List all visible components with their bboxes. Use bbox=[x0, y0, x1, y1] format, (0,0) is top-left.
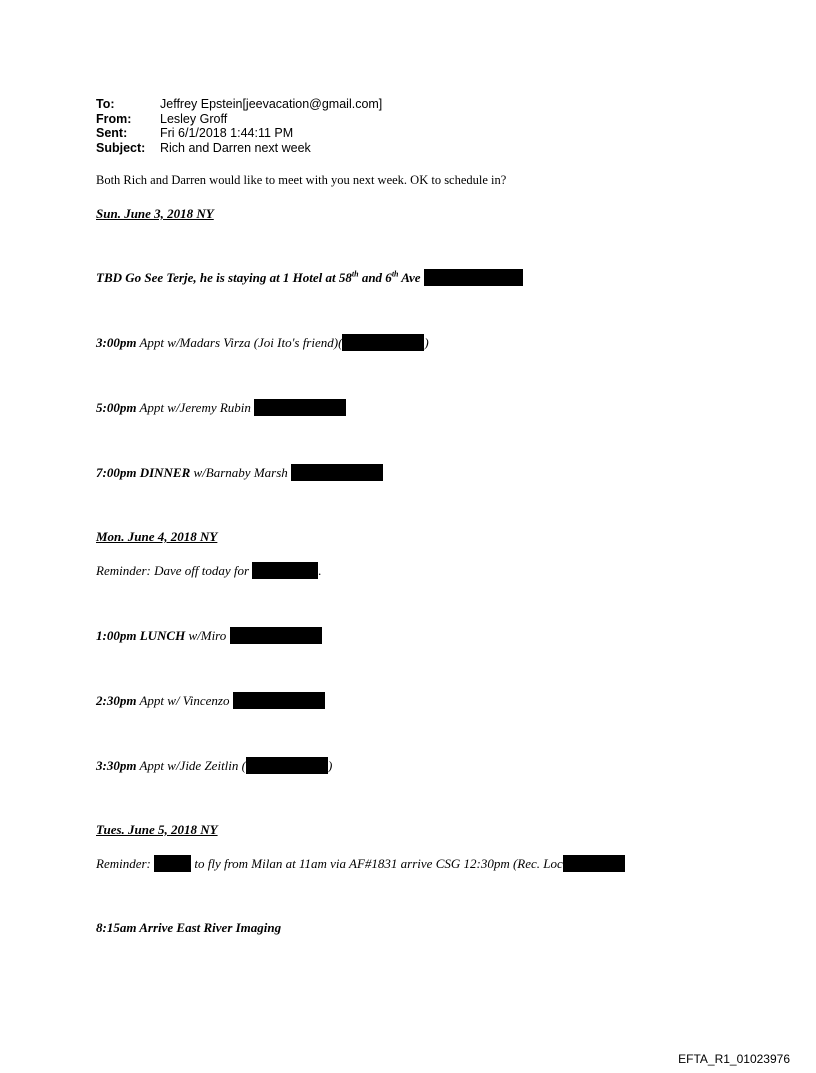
redaction-box bbox=[342, 334, 424, 351]
tue-date-heading bbox=[96, 822, 218, 838]
email-header bbox=[96, 97, 382, 155]
to-label: To: bbox=[96, 97, 115, 111]
redaction-box bbox=[254, 399, 346, 416]
mon-event-1 bbox=[96, 627, 322, 644]
reminder-end: . bbox=[318, 563, 322, 578]
sun-event-2 bbox=[96, 399, 346, 416]
to-row bbox=[96, 97, 382, 112]
redaction-box bbox=[154, 855, 191, 872]
intro-text: Both Rich and Darren would like to meet with you next week. OK to schedule in? bbox=[96, 173, 507, 187]
event-time: 1:00pm LUNCH bbox=[96, 628, 186, 643]
sun-date: Sun. June 3, 2018 NY bbox=[96, 206, 214, 221]
subject-label: Subject: bbox=[96, 140, 146, 155]
tbd-text-b: and 6 bbox=[358, 270, 392, 285]
event-time: 7:00pm DINNER bbox=[96, 465, 191, 480]
redaction-box bbox=[246, 757, 328, 774]
event-text: Appt w/ Vincenzo bbox=[136, 693, 230, 708]
event-text: w/Miro bbox=[185, 628, 227, 643]
redaction-box bbox=[233, 692, 325, 709]
tue-reminder bbox=[96, 855, 625, 872]
mon-event-2 bbox=[96, 692, 325, 709]
sun-event-3 bbox=[96, 464, 383, 481]
reminder-text: Reminder: Dave off today for bbox=[96, 563, 250, 578]
tbd-text-c: Ave bbox=[398, 270, 421, 285]
sun-event-1 bbox=[96, 334, 429, 351]
event-text: Appt w/Jeremy Rubin bbox=[136, 400, 251, 415]
tbd-text-a: TBD Go See Terje, he is staying at 1 Hotel at 58 bbox=[96, 270, 352, 285]
from-row bbox=[96, 112, 382, 127]
sent-value: Fri 6/1/2018 1:44:11 PM bbox=[160, 126, 294, 140]
event-close: ) bbox=[327, 758, 333, 773]
tbd-sup-1: th bbox=[351, 269, 359, 279]
reminder-text-a: Reminder: bbox=[96, 856, 151, 871]
redaction-box bbox=[291, 464, 383, 481]
mon-date: Mon. June 4, 2018 NY bbox=[96, 529, 218, 544]
sun-tbd-line bbox=[96, 269, 523, 286]
redaction-box bbox=[563, 855, 625, 872]
sent-label: Sent: bbox=[96, 126, 128, 140]
sent-row bbox=[96, 126, 382, 141]
document-id: EFTA_R1_01023976 bbox=[678, 1052, 790, 1066]
event-time: 3:30pm bbox=[96, 758, 137, 773]
tbd-sup-2: th bbox=[391, 269, 399, 279]
subject-row bbox=[96, 141, 382, 156]
event-text: w/Barnaby Marsh bbox=[190, 465, 288, 480]
tue-event-1: 8:15am Arrive East River Imaging bbox=[96, 920, 282, 935]
redaction-box bbox=[230, 627, 322, 644]
event-text: Appt w/Jide Zeitlin ( bbox=[136, 758, 246, 773]
subject-value: Rich and Darren next week bbox=[160, 140, 311, 155]
mon-event-3 bbox=[96, 757, 332, 774]
event-time: 3:00pm bbox=[96, 335, 137, 350]
redaction-box bbox=[252, 562, 318, 579]
event-time: 2:30pm bbox=[96, 693, 137, 708]
mon-reminder bbox=[96, 562, 322, 579]
mon-date-heading bbox=[96, 529, 217, 545]
from-label: From: bbox=[96, 111, 132, 126]
to-value: Jeffrey Epstein[jeevacation@gmail.com] bbox=[160, 97, 383, 111]
from-value: Lesley Groff bbox=[160, 111, 228, 126]
redaction-box bbox=[424, 269, 523, 286]
event-close: ) bbox=[424, 335, 429, 350]
sun-date-heading bbox=[96, 206, 214, 222]
reminder-text-b: to fly from Milan at 11am via AF#1831 arrive CSG 12:30pm (Rec. Loc bbox=[191, 856, 563, 871]
tue-date: Tues. June 5, 2018 NY bbox=[96, 822, 218, 837]
event-time: 5:00pm bbox=[96, 400, 137, 415]
event-text: Appt w/Madars Virza (Joi Ito's friend)( bbox=[136, 335, 343, 350]
